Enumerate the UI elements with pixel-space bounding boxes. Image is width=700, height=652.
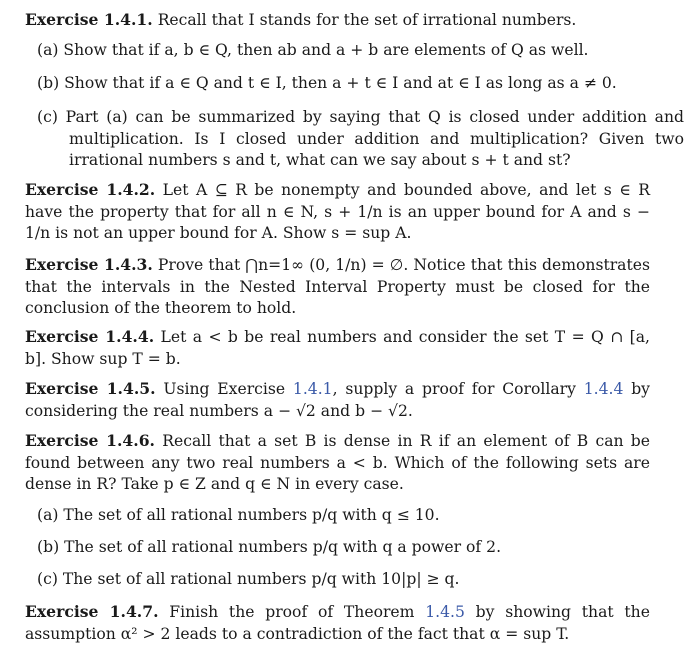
exercise-1-4-3 — [25, 254, 650, 320]
exercise-heading: Exercise 1.4.4. — [25, 327, 155, 346]
exercise-heading: Exercise 1.4.1. — [25, 10, 153, 29]
exercise-1-4-6-part-a: (a) The set of all rational numbers p/q with q ≤ 10. — [37, 506, 440, 524]
exercise-1-4-5 — [25, 378, 650, 422]
exercise-heading: Exercise 1.4.2. — [25, 180, 156, 199]
exercise-text: Finish the proof of Theorem — [169, 603, 415, 621]
exercise-1-4-7 — [25, 601, 650, 645]
exercise-heading: Exercise 1.4.5. — [25, 379, 156, 398]
exercise-heading: Exercise 1.4.7. — [25, 602, 159, 621]
exercise-1-4-1-part-a: (a) Show that if a, b ∈ Q, then ab and a + b are elements of Q as well. — [37, 41, 589, 59]
exercise-1-4-6 — [25, 430, 650, 496]
exercise-1-4-1-part-b: (b) Show that if a ∈ Q and t ∈ I, then a + t ∈ I and at ∈ I as long as a ≠ 0. — [37, 74, 617, 92]
exercise-heading: Exercise 1.4.3. — [25, 255, 153, 274]
exercise-text: Let A ⊆ R be nonempty and bounded above, and let s ∈ R have the property that for all n ∈ N, s + 1/n is an upper bound for A and s − 1/n is not an upper bound for A. Show s = sup A. — [25, 181, 650, 242]
exercise-1-4-4 — [25, 326, 650, 370]
exercise-1-4-1 — [25, 9, 650, 32]
exercise-1-4-6-part-b: (b) The set of all rational numbers p/q with q a power of 2. — [37, 538, 502, 556]
exercise-text: Prove that ⋂n=1∞ (0, 1/n) = ∅. Notice that this demonstrates that the intervals in the Nested Interval Property must be closed for the conclusion of the theorem to hold. — [25, 256, 650, 317]
exercise-1-4-2 — [25, 179, 650, 245]
exercise-text: Recall that a set B is dense in R if an element of B can be found between any two real numbers a < b. Which of the following sets are dense in R? Take p ∈ Z and q ∈ N in every case. — [25, 432, 650, 493]
exercise-1-4-1-part-c: (c) Part (a) can be summarized by saying that Q is closed under addition and multiplication. Is I closed under addition and multiplication? Given two irrational numbers s and t, what can we say about s + t and st? — [37, 108, 684, 169]
exercise-1-4-6-part-c: (c) The set of all rational numbers p/q with 10|p| ≥ q. — [37, 570, 460, 588]
exercise-text: by showing that the assumption α² > 2 leads to a contradiction of the fact that α = sup T. — [25, 603, 650, 643]
exercise-text: Recall that I stands for the set of irrational numbers. — [157, 11, 577, 29]
theorem-link[interactable]: 1.4.5 — [425, 603, 465, 621]
exercise-text: Using Exercise — [163, 380, 286, 398]
exercise-heading: Exercise 1.4.6. — [25, 431, 155, 450]
exercise-text: Let a < b be real numbers and consider the set T = Q ∩ [a, b]. Show sup T = b. — [25, 328, 650, 368]
corollary-link[interactable]: 1.4.4 — [583, 380, 624, 398]
exercise-text: by considering the real numbers a − √2 and b − √2. — [25, 380, 650, 420]
exercise-link[interactable]: 1.4.1 — [292, 380, 333, 398]
exercise-text: , supply a proof for Corollary — [332, 380, 576, 398]
